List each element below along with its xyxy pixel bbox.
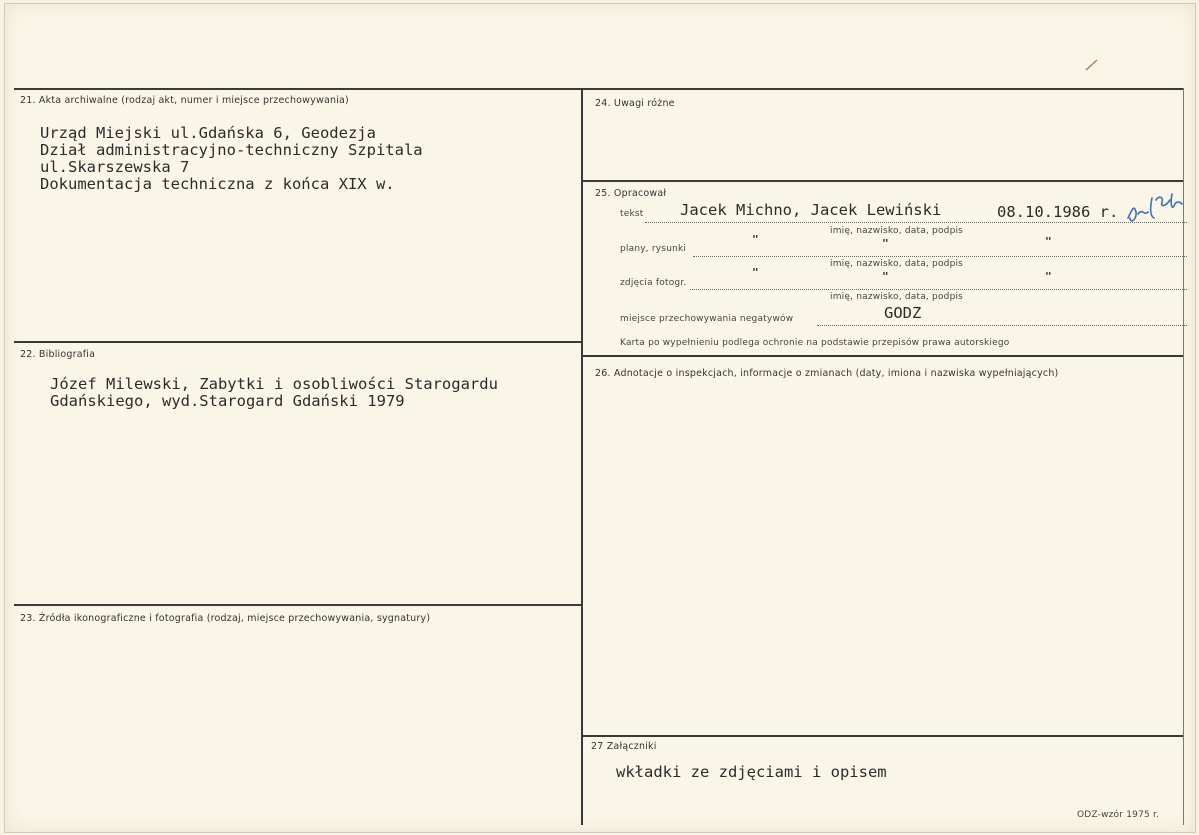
ditto-mark: " xyxy=(882,237,889,250)
section-22-label: 22. Bibliografia xyxy=(20,349,96,360)
section-25-label: 25. Opracował xyxy=(595,188,667,199)
section-21-line: Urząd Miejski ul.Gdańska 6, Geodezja xyxy=(40,124,376,142)
ditto-mark: " xyxy=(882,270,889,283)
section-23-label: 23. Źródła ikonograficzne i fotografia (rodzaj, miejsce przechowywania, sygnatury) xyxy=(20,613,431,624)
plany-label: plany, rysunki xyxy=(620,244,687,254)
section-22-line: Gdańskiego, wyd.Starogard Gdański 1979 xyxy=(50,392,405,410)
signature xyxy=(1124,190,1192,228)
left-divider-22-23 xyxy=(14,604,581,606)
ditto-mark: " xyxy=(1045,270,1052,283)
section-22-line: Józef Milewski, Zabytki i osobliwości Starogardu xyxy=(50,375,498,393)
right-divider-24-25 xyxy=(583,180,1184,182)
section-21-line: Dokumentacja techniczna z końca XIX w. xyxy=(40,175,395,193)
center-divider xyxy=(581,88,583,825)
tekst-caption: imię, nazwisko, data, podpis xyxy=(830,226,964,236)
pen-mark xyxy=(1084,58,1100,72)
tekst-date: 08.10.1986 r. xyxy=(997,203,1119,221)
ditto-mark: " xyxy=(1045,235,1052,248)
section-21-line: ul.Skarszewska 7 xyxy=(40,158,190,176)
right-divider-25-26 xyxy=(583,355,1184,357)
plany-caption: imię, nazwisko, data, podpis xyxy=(830,259,964,269)
section-26-label: 26. Adnotacje o inspekcjach, informacje o zmianach (daty, imiona i nazwiska wypełniających) xyxy=(595,368,1059,379)
top-divider xyxy=(14,88,1184,90)
zdjecia-label: zdjęcia fotogr. xyxy=(620,278,687,288)
zdjecia-dotted-line xyxy=(690,289,1187,290)
section-24-label: 24. Uwagi różne xyxy=(595,98,675,109)
negatywy-dotted-line xyxy=(817,325,1187,326)
zdjecia-caption: imię, nazwisko, data, podpis xyxy=(830,292,964,302)
negatywy-label: miejsce przechowywania negatywów xyxy=(620,314,794,324)
left-divider-21-22 xyxy=(14,341,581,343)
plany-dotted-line xyxy=(693,256,1187,257)
negatywy-value: GODZ xyxy=(884,304,922,322)
section-21-line: Dział administracyjno-techniczny Szpitala xyxy=(40,141,423,159)
tekst-dotted-line xyxy=(645,222,1187,223)
section-27-value: wkładki ze zdjęciami i opisem xyxy=(616,763,887,781)
form-code: ODZ-wzór 1975 r. xyxy=(1077,810,1160,820)
tekst-value: Jacek Michno, Jacek Lewiński xyxy=(680,201,942,219)
ditto-mark: " xyxy=(752,233,759,246)
right-divider-26-27 xyxy=(583,735,1184,737)
section-21-label: 21. Akta archiwalne (rodzaj akt, numer i miejsce przechowywania) xyxy=(20,95,349,106)
copyright-note: Karta po wypełnieniu podlega ochronie na podstawie przepisów prawa autorskiego xyxy=(620,338,1010,348)
ditto-mark: " xyxy=(752,266,759,279)
section-27-label: 27 Załączniki xyxy=(591,741,657,752)
tekst-label: tekst xyxy=(620,209,644,219)
